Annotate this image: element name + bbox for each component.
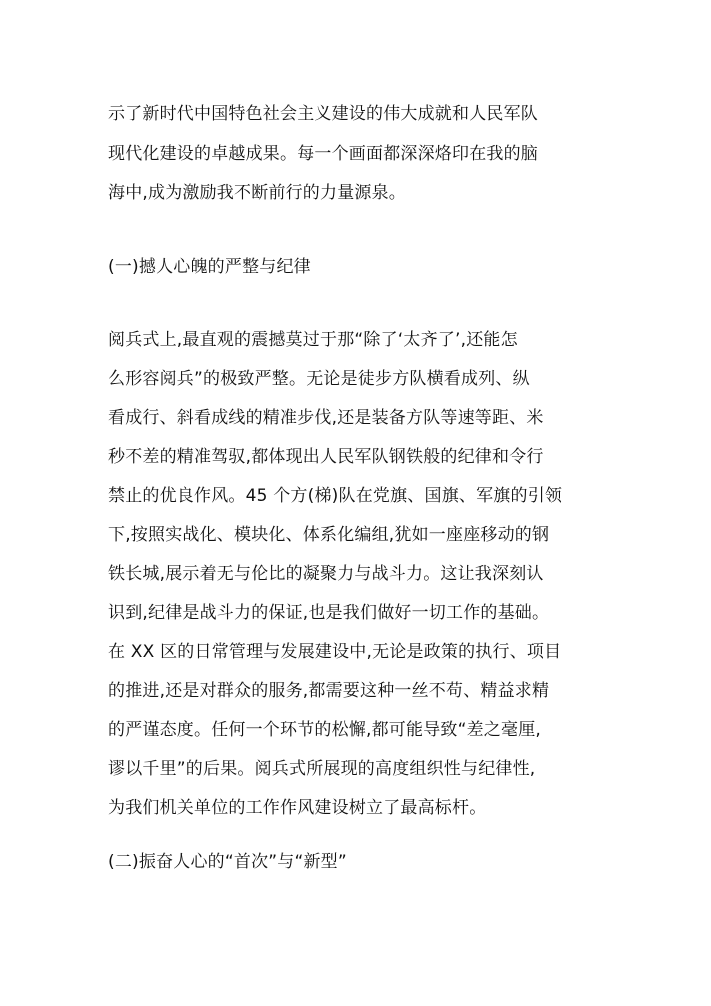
paragraph-2-line-12: 谬以千里”的后果。阅兵式所展现的高度组织性与纪律性, bbox=[108, 759, 536, 779]
paragraph-2-line-13: 为我们机关单位的工作作风建设树立了最高标杆。 bbox=[108, 798, 487, 818]
paragraph-2-line-3: 看成行、斜看成线的精准步伐,还是装备方队等速等距、米 bbox=[108, 408, 544, 428]
paragraph-2-line-5: 禁止的优良作风。45 个方(梯)队在党旗、国旗、军旗的引领 bbox=[108, 486, 563, 506]
paragraph-2-line-8: 识到,纪律是战斗力的保证,也是我们做好一切工作的基础。 bbox=[108, 603, 550, 623]
paragraph-2-line-6: 下,按照实战化、模块化、体系化编组,犹如一座座移动的钢 bbox=[108, 525, 550, 545]
paragraph-2-line-1: 阅兵式上,最直观的震撼莫过于那“除了‘太齐了’,还能怎 bbox=[108, 330, 518, 350]
paragraph-2-line-9: 在 XX 区的日常管理与发展建设中,无论是政策的执行、项目 bbox=[108, 642, 562, 662]
paragraph-1-line-2: 现代化建设的卓越成果。每一个画面都深深烙印在我的脑 bbox=[108, 144, 538, 164]
paragraph-2-line-2: 么形容阅兵”的极致严整。无论是徒步方队横看成列、纵 bbox=[108, 369, 530, 389]
paragraph-1-line-3: 海中,成为激励我不断前行的力量源泉。 bbox=[108, 183, 407, 203]
paragraph-1-line-1: 示了新时代中国特色社会主义建设的伟大成就和人民军队 bbox=[108, 104, 538, 124]
section-heading-1: (一)撼人心魄的严整与纪律 bbox=[108, 257, 311, 277]
paragraph-2-line-4: 秒不差的精准驾驭,都体现出人民军队钢铁般的纪律和令行 bbox=[108, 447, 544, 467]
section-heading-2: (二)振奋人心的“首次”与“新型” bbox=[108, 852, 347, 872]
paragraph-2-line-11: 的严谨态度。任何一个环节的松懈,都可能导致“差之毫厘, bbox=[108, 720, 542, 740]
paragraph-2-line-7: 铁长城,展示着无与伦比的凝聚力与战斗力。这让我深刻认 bbox=[108, 564, 544, 584]
paragraph-2-line-10: 的推进,还是对群众的服务,都需要这种一丝不苟、精益求精 bbox=[108, 681, 550, 701]
